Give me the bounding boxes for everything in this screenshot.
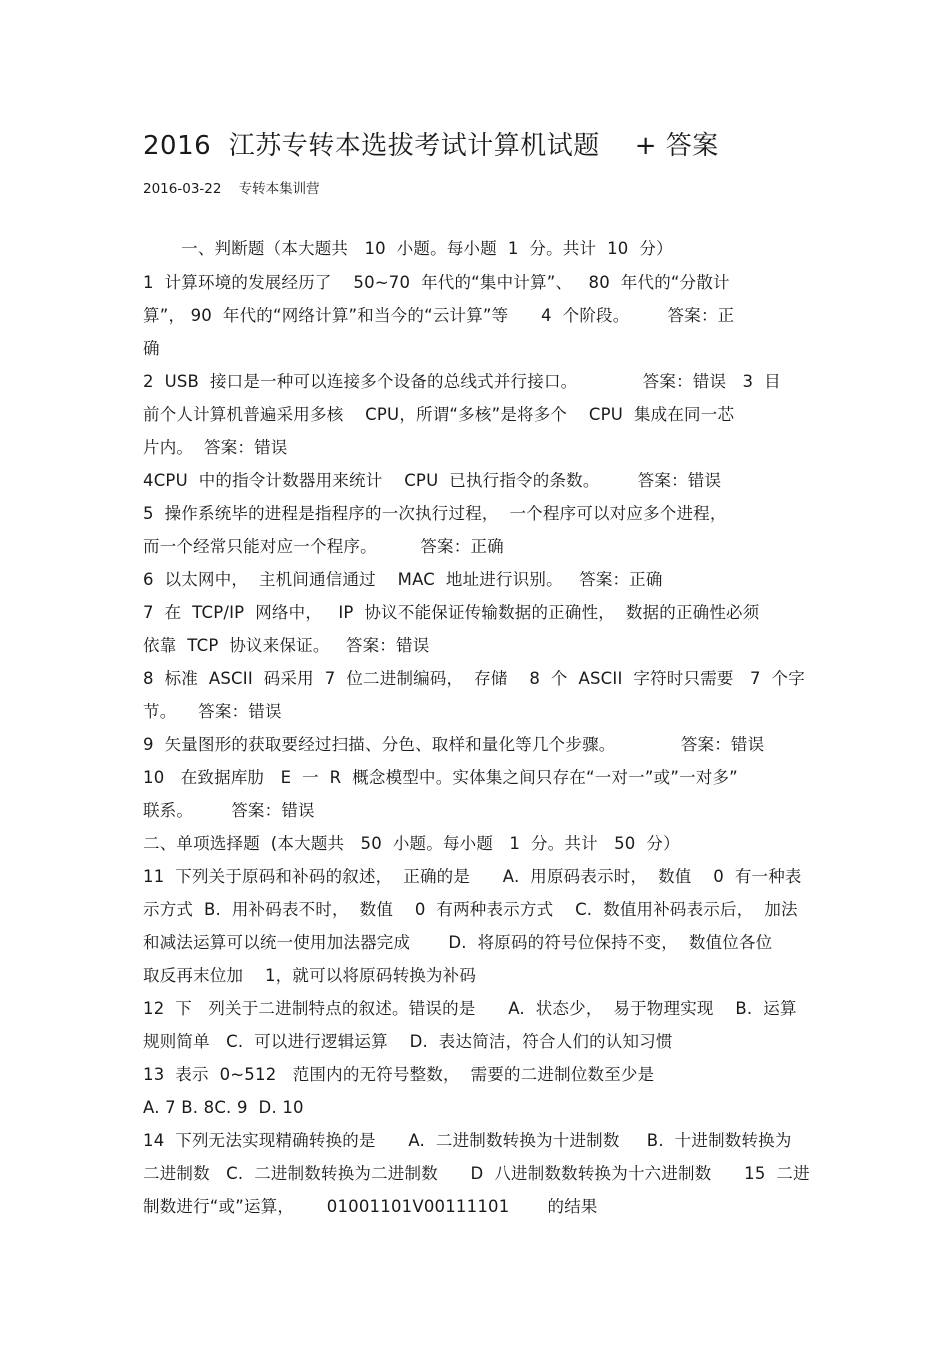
body-line: 7 在 TCP/IP 网络中， IP 协议不能保证传输数据的正确性， 数据的正确性必须: [143, 603, 760, 622]
body-line: 8 标准 ASCII 码采用 7 位二进制编码， 存储 8 个 ASCII 字符时只需要 7 个字: [143, 669, 805, 688]
body-line: 二进制数 C. 二进制数转换为二进制数 D 八进制数数转换为十六进制数 15 二进: [143, 1164, 810, 1183]
body-line: 13 表示 0~512 范围内的无符号整数， 需要的二进制位数至少是: [143, 1065, 655, 1084]
body-line: 11 下列关于原码和补码的叙述， 正确的是 A. 用原码表示时， 数值 0 有一种表: [143, 867, 802, 886]
source-name: 专转本集训营: [238, 181, 320, 197]
publish-date: 2016-03-22: [143, 181, 222, 197]
body-line: A. 7 B. 8C. 9 D. 10: [143, 1098, 304, 1117]
body-line: 14 下列无法实现精确转换的是 A. 二进制数转换为十进制数 B. 十进制数转换为: [143, 1131, 792, 1150]
body-line: 前个人计算机普遍采用多核 CPU，所谓“多核”是将多个 CPU 集成在同一芯: [143, 405, 735, 424]
body-line: 示方式 B. 用补码表不时， 数值 0 有两种表示方式 C. 数值用补码表示后， 加法: [143, 900, 798, 919]
body-line: 5 操作系统毕的进程是指程序的一次执行过程， 一个程序可以对应多个进程，: [143, 504, 727, 523]
body-line: 1 计算环境的发展经历了 50~70 年代的“集中计算”、 80 年代的“分散计: [143, 273, 730, 292]
body-line: 10 在致据库肋 E 一 R 概念模型中。实体集之间只存在“一对一”或”一对多”: [143, 768, 738, 787]
document-title: 2016 江苏专转本选拔考试计算机试题 + 答案: [143, 131, 719, 161]
body-line: 6 以太网中， 主机间通信通过 MAC 地址进行识别。 答案：正确: [143, 570, 663, 589]
body-line: 确: [143, 339, 160, 358]
body-line: 取反再末位加 1，就可以将原码转换为补码: [143, 966, 477, 985]
document-meta: [143, 180, 320, 198]
body-line: 制数进行“或”运算， 01001101V00111101 的结果: [143, 1197, 598, 1216]
body-line: 联系。 答案：错误: [143, 801, 315, 820]
section-heading-judgement: 一、判断题（本大题共 10 小题。每小题 1 分。共计 10 分）: [143, 239, 673, 258]
body-line: 2 USB 接口是一种可以连接多个设备的总线式并行接口。 答案：错误 3 目: [143, 372, 781, 391]
body-line: 依靠 TCP 协议来保证。 答案：错误: [143, 636, 430, 655]
body-line: 而一个经常只能对应一个程序。 答案：正确: [143, 537, 504, 556]
body-line: 片内。 答案：错误: [143, 438, 288, 457]
body-line: 12 下 列关于二进制特点的叙述。错误的是 A. 状态少， 易于物理实现 B. 运算: [143, 999, 797, 1018]
body-line: 算”， 90 年代的“网络计算”和当今的“云计算”等 4 个阶段。 答案：正: [143, 306, 735, 325]
body-line: 规则简单 C. 可以进行逻辑运算 D. 表达简洁，符合人们的认知习惯: [143, 1032, 673, 1051]
section-heading-choice: 二、单项选择题 (本大题共 50 小题。每小题 1 分。共计 50 分）: [143, 834, 680, 853]
body-line: 9 矢量图形的获取要经过扫描、分色、取样和量化等几个步骤。 答案：错误: [143, 735, 765, 754]
body-line: 4CPU 中的指令计数器用来统计 CPU 已执行指令的条数。 答案：错误: [143, 471, 722, 490]
body-line: 节。 答案：错误: [143, 702, 282, 721]
body-line: 和减法运算可以统一使用加法器完成 D. 将原码的符号位保持不变， 数值位各位: [143, 933, 773, 952]
